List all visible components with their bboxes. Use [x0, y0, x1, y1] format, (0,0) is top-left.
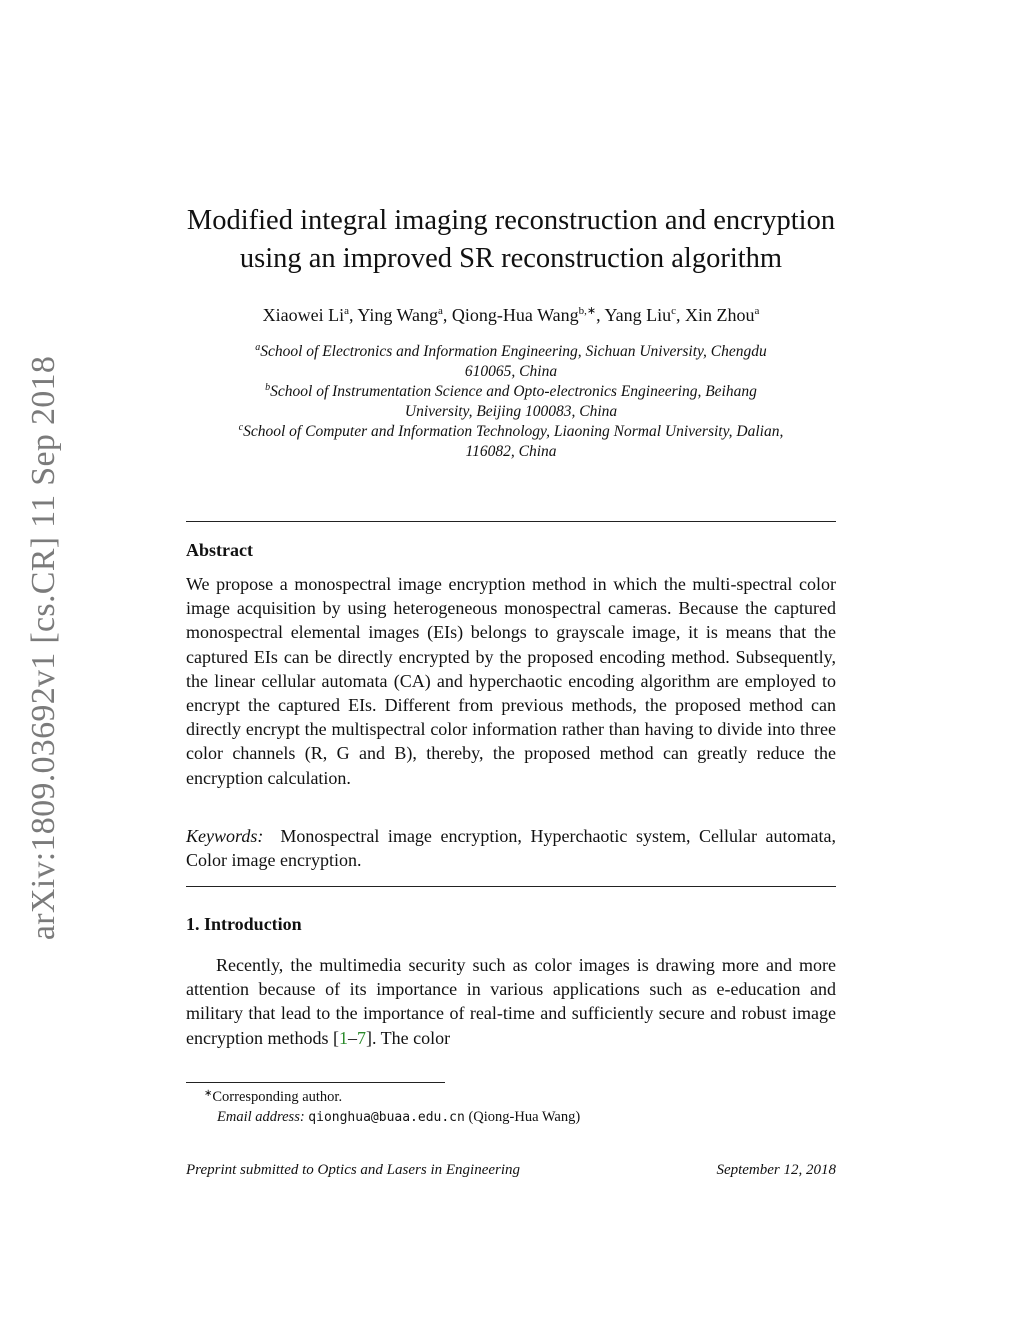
- affiliation-mark: a: [255, 342, 261, 353]
- affiliation-c-cont: 116082, China: [465, 443, 557, 460]
- citation-separator: –: [347, 1027, 357, 1048]
- corresponding-text: Corresponding author.: [212, 1089, 343, 1105]
- footer-date: September 12, 2018: [716, 1162, 836, 1178]
- keywords-text: Monospectral image encryption, Hyperchaotic system, Cellular automata, Color image encryption.: [186, 826, 837, 871]
- title-line-2: using an improved SR reconstruction algorithm: [239, 243, 783, 274]
- email-owner: (Qiong-Hua Wang): [468, 1109, 581, 1125]
- abstract-heading: Abstract: [186, 540, 253, 560]
- author-mark: b,∗: [578, 305, 597, 317]
- abstract-bottom-rule: [186, 886, 836, 887]
- author-name: Xiaowei Li: [262, 305, 345, 325]
- abstract-top-rule: [186, 521, 836, 522]
- affiliation-list: [186, 342, 836, 462]
- intro-text-before: Recently, the multimedia security such as color images is drawing more and more attention because of its importance in various applications such as e-education and military that lead to the importance of real-time and sufficiently secure and robust image encryption methods [: [186, 955, 836, 1048]
- author-name: Qiong-Hua Wang: [451, 305, 579, 325]
- footnote-mark: ∗: [204, 1088, 213, 1099]
- email-label: Email address:: [217, 1109, 305, 1125]
- author-mark: c: [671, 305, 677, 317]
- title-line-1: Modified integral imaging reconstruction and encryption: [186, 205, 836, 236]
- author-name: Ying Wang: [357, 305, 439, 325]
- corresponding-author-note: [186, 1087, 836, 1107]
- citation-link-7[interactable]: 7: [356, 1027, 366, 1048]
- affiliation-text: School of Computer and Information Technology, Liaoning Normal University, Dalian,: [243, 423, 784, 440]
- email-address[interactable]: qionghua@buaa.edu.cn: [308, 1110, 465, 1125]
- page-footer: [186, 1160, 836, 1180]
- footnote-rule: [186, 1082, 445, 1083]
- author-name: Yang Liu: [604, 305, 672, 325]
- abstract-text: We propose a monospectral image encryption method in which the multi-spectral color image acquisition by using heterogeneous monospectral cameras. Because the captured monospectral elemental images (EIs) belongs to grayscale image, it is means that the captured EIs can be directly encrypted by the proposed encoding method. Subsequently, the linear cellular automata (CA) and hyperchaotic encoding algorithm are employed to encrypt the captured EIs. Different from previous methods, the proposed method can directly encrypt the multispectral color information rather than having to divide into three color channels (R, G and B), thereby, the proposed method can greatly reduce the encryption calculation.: [186, 574, 836, 788]
- introduction-heading: 1. Introduction: [186, 914, 302, 934]
- affiliation-b: [186, 382, 836, 402]
- keywords: [186, 824, 836, 872]
- keywords-label: Keywords:: [186, 826, 264, 846]
- paper-title: [186, 202, 836, 278]
- affiliation-text: School of Electronics and Information Engineering, Sichuan University, Chengdu: [260, 343, 767, 360]
- affiliation-mark: c: [238, 422, 244, 433]
- author-name: Xin Zhou: [685, 305, 755, 325]
- affiliation-text: School of Instrumentation Science and Opto-electronics Engineering, Beihang: [270, 383, 757, 400]
- footer-submission: Preprint submitted to Optics and Lasers in Engineering: [186, 1162, 521, 1178]
- affiliation-a-cont: 610065, China: [464, 363, 558, 380]
- affiliation-c: [186, 422, 836, 442]
- email-note: [186, 1107, 836, 1128]
- affiliation-b-cont: University, Beijing 100083, China: [404, 403, 618, 420]
- affiliation-a: [186, 342, 836, 362]
- citation-link-1[interactable]: 1: [338, 1027, 348, 1048]
- arxiv-side-identifier: [24, 355, 64, 940]
- intro-text-after: ]. The color: [365, 1027, 451, 1048]
- introduction-text: [186, 953, 836, 1050]
- author-mark: a: [438, 305, 443, 317]
- arxiv-id-text: arXiv:1809.03692v1 [cs.CR] 11 Sep 2018: [25, 355, 63, 940]
- author-mark: a: [754, 305, 760, 317]
- affiliation-mark: b: [265, 382, 271, 393]
- author-list: Xiaowei Li$^a$, Ying Wang$^a$, Qiong-Hua Wang$^{b,∗}$, Yang Liu$^c$, Xin Zhou$^a$: [262, 305, 760, 325]
- author-mark: a: [344, 305, 349, 317]
